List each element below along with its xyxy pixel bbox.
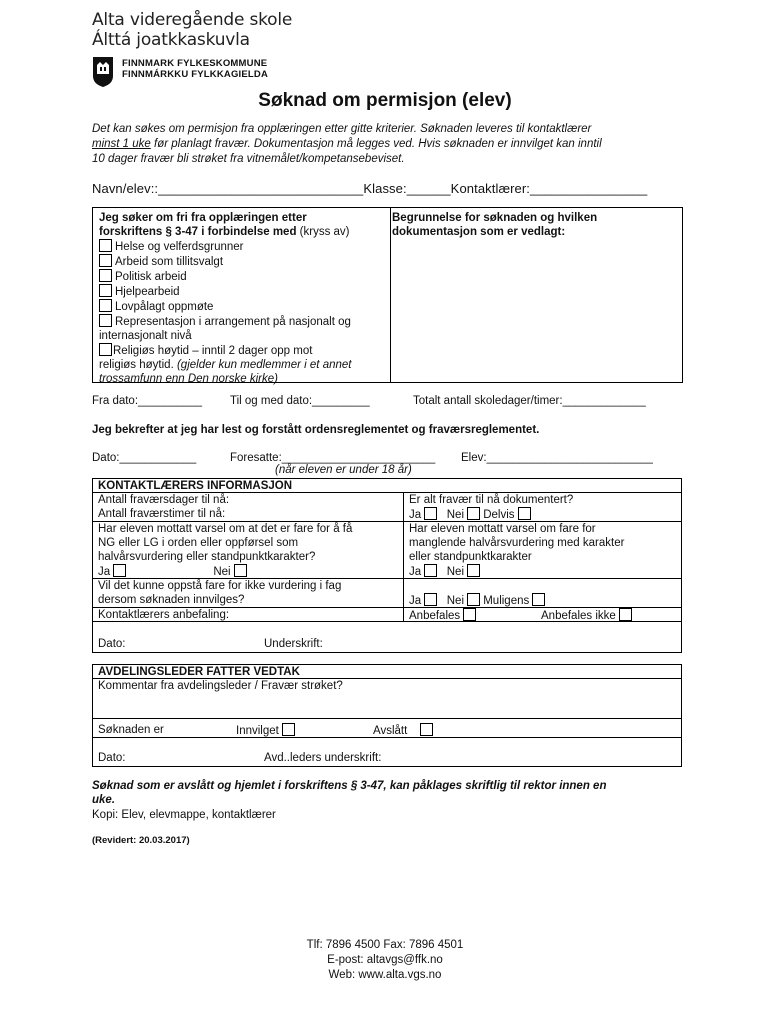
checkbox-ja[interactable] [424,593,437,606]
option-religious-note-2: trossamfunn enn Den norske kirke) [99,373,278,385]
checkbox[interactable] [99,284,112,297]
intro-line-2: før planlagt fravær. Dokumentasjon må legges ved. Hvis søknaden er innvilget kan inntil [150,138,602,150]
county-name-norwegian: FINNMARK FYLKESKOMMUNE [122,58,268,69]
not-recommend-option: Anbefales ikke [541,608,632,623]
parent-signature-field[interactable]: Foresatte:________________________ [230,452,436,464]
checkbox-granted[interactable] [282,723,295,736]
warning-left-1: Har eleven mottatt varsel om at det er fare for å få [98,523,353,535]
option-religious-note: (gjelder kun medlemmer i et annet [173,359,352,371]
checkbox-nei[interactable] [234,564,247,577]
confirmation-text: Jeg bekrefter at jeg har lest og forstått ordensreglementet og fraværsreglementet. [92,424,540,436]
revision-date: (Revidert: 20.03.2017) [92,835,190,846]
warning-right-options: Ja Nei [409,564,480,579]
checkbox-delvis[interactable] [518,507,531,520]
warning-left-options: Ja Nei [98,564,247,579]
granted-option: Innvilget [236,723,295,738]
total-days-field[interactable]: Totalt antall skoledager/timer:_____________ [413,395,646,407]
risk-options: Ja Nei Muligens [409,593,545,608]
county-name-sami: FINNMÁRKKU FYLKKAGIELDA [122,69,269,80]
checkbox[interactable] [99,254,112,267]
warning-right-2: manglende halvårsvurdering med karakter [409,537,625,549]
option-political[interactable]: Politisk arbeid [99,269,384,284]
student-info-line[interactable]: Navn/elev::____________________________Klasse:______Kontaktlærer:________________ [92,181,648,196]
leave-heading-2: forskriftens § 3-47 i forbindelse med [99,226,297,238]
checkbox-nei[interactable] [467,507,480,520]
risk-question-2: dersom søknaden innvilges? [98,594,245,606]
signature-date-field[interactable]: Dato:____________ [92,452,197,464]
teacher-signature-field[interactable]: Underskrift: [264,638,323,650]
to-date-field[interactable]: Til og med dato:_________ [230,395,370,407]
leader-comment-field[interactable]: Kommentar fra avdelingsleder / Fravær strøket? [98,680,343,692]
leader-signature-field[interactable]: Avd..leders underskrift: [264,752,382,764]
footer-email: E-post: altavgs@ffk.no [327,954,443,966]
checkbox-ja[interactable] [424,564,437,577]
county-crest-icon [92,56,114,88]
option-representation-cont: internasjonalt nivå [99,330,192,342]
warning-left-3: halvårsvurdering eller standpunktkarakter? [98,551,316,563]
option-health[interactable]: Helse og velferdsgrunner [99,239,384,254]
checkbox-nei[interactable] [467,564,480,577]
intro-text [92,122,692,167]
leader-decision-section [92,664,682,767]
leader-date-field[interactable]: Dato: [98,752,126,764]
checkbox[interactable] [99,239,112,252]
recommend-options: Anbefales [409,608,476,623]
footer-web: Web: www.alta.vgs.no [328,969,442,981]
leader-heading: AVDELINGSLEDER FATTER VEDTAK [98,666,300,678]
warning-left-2: NG eller LG i orden eller oppførsel som [98,537,299,549]
teacher-info-section [92,478,682,653]
checkbox-ja[interactable] [113,564,126,577]
warning-right-3: eller standpunktkarakter [409,551,532,563]
from-date-field[interactable]: Fra dato:__________ [92,395,202,407]
checkbox[interactable] [99,269,112,282]
option-aid-work[interactable]: Hjelpearbeid [99,284,384,299]
checkbox-muligens[interactable] [532,593,545,606]
justification-heading-2: dokumentasjon som er vedlagt: [392,226,566,238]
school-name-sami: Álttá joatkkaskuvla [92,30,250,50]
intro-line-1: Det kan søkes om permisjon fra opplæringen etter gitte kriterier. Søknaden leveres til kontaktlærer [92,123,592,135]
teacher-date-field[interactable]: Dato: [98,638,126,650]
copy-text: Kopi: Elev, elevmappe, kontaktlærer [92,809,276,821]
documented-options: Ja Nei Delvis [409,507,531,522]
teacher-heading: KONTAKTLÆRERS INFORMASJON [98,480,293,492]
absence-hours-field[interactable]: Antall fraværstimer til nå: [98,508,226,520]
rejected-option: Avslått [373,723,433,738]
parent-note: (når eleven er under 18 år) [275,464,412,476]
school-name-norwegian: Alta videregående skole [92,10,293,30]
leave-reason-cell [93,208,391,385]
option-statutory[interactable]: Lovpålagt oppmøte [99,299,384,314]
checkbox-anbefales-ikke[interactable] [619,608,632,621]
warning-right-1: Har eleven mottatt varsel om fare for [409,523,596,535]
checkbox[interactable] [99,299,112,312]
intro-line-3: 10 dager fravær bli strøket fra vitnemålet/kompetansebeviset. [92,153,405,165]
leave-heading-hint: (kryss av) [296,226,350,238]
footer-phone: Tlf: 7896 4500 Fax: 7896 4501 [306,939,464,951]
checkbox[interactable] [99,314,112,327]
option-representation[interactable]: Representasjon i arrangement på nasjonalt og [99,314,384,329]
recommendation-label: Kontaktlærers anbefaling: [98,609,230,621]
justification-cell[interactable] [392,208,680,239]
application-status-label: Søknaden er [98,724,164,736]
page-title: Søknad om permisjon (elev) [258,90,512,111]
checkbox-rejected[interactable] [420,723,433,736]
justification-heading-1: Begrunnelse for søknaden og hvilken [392,212,598,224]
checkbox[interactable] [99,343,112,356]
appeal-text-1: Søknad som er avslått og hjemlet i forskriftens § 3-47, kan påklages skriftlig til rektor innen en [92,780,607,792]
student-signature-field[interactable]: Elev:__________________________ [461,452,653,464]
option-religious-cont: religiøs høytid. [99,359,174,371]
documented-question: Er alt fravær til nå dokumentert? [409,494,574,506]
risk-question-1: Vil det kunne oppstå fare for ikke vurdering i fag [98,580,342,592]
absence-days-field[interactable]: Antall fraværsdager til nå: [98,494,230,506]
intro-underlined: minst 1 uke [92,138,151,150]
checkbox-nei[interactable] [467,593,480,606]
checkbox-ja[interactable] [424,507,437,520]
checkbox-anbefales[interactable] [463,608,476,621]
option-union[interactable]: Arbeid som tillitsvalgt [99,254,384,269]
option-religious[interactable]: Religiøs høytid – inntil 2 dager opp mot [99,343,384,358]
appeal-text-2: uke. [92,794,116,806]
application-table [92,207,683,383]
leave-heading-1: Jeg søker om fri fra opplæringen etter [99,212,307,224]
